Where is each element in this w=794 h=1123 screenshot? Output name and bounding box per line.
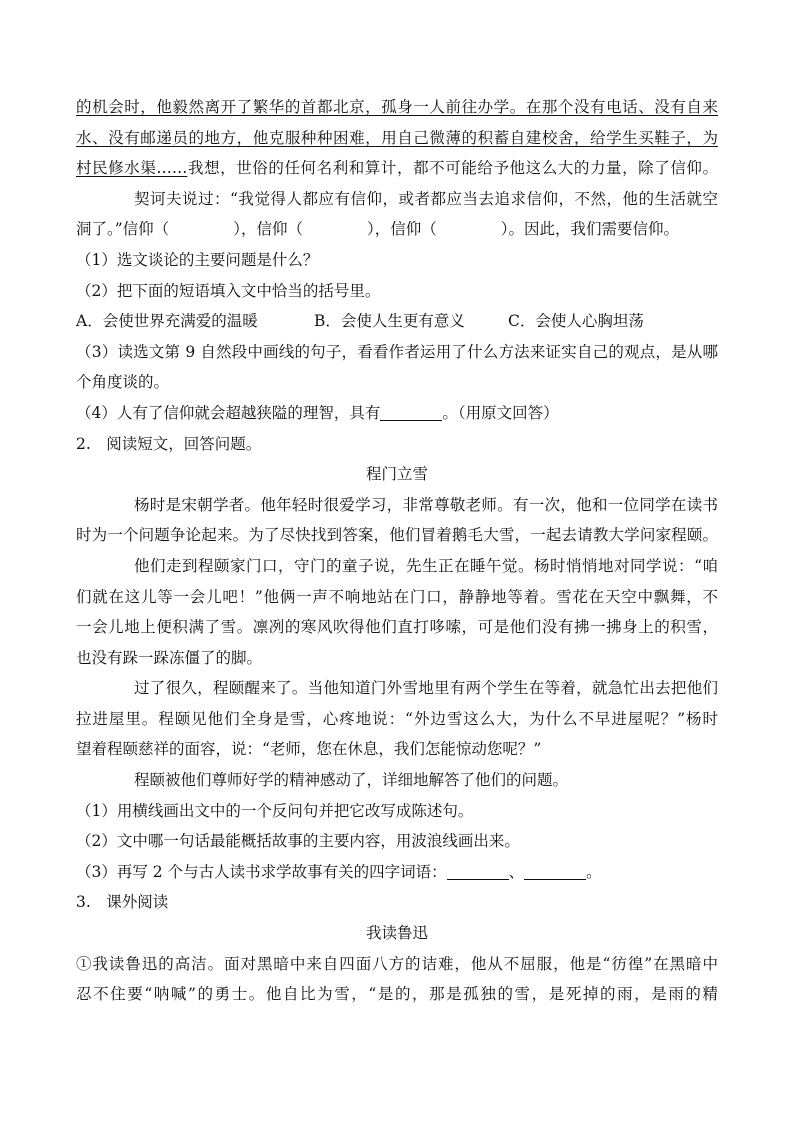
passage-text: ）。因此，我们需要信仰。 <box>500 220 679 239</box>
story-line <box>76 704 718 735</box>
heading-text: 2. 阅读短文，回答问题。 <box>76 434 262 453</box>
story-text: 过了很久，程颐醒来了。当他知道门外雪地里有两个学生在等着，就急忙出去把他们 <box>134 679 718 698</box>
option-c: C．会使人心胸坦荡 <box>508 312 644 331</box>
story-text: 们就在这儿等一会儿吧！”他俩一声不响地站在门口，静静地等着。雪花在天空中飘舞，不 <box>76 587 718 606</box>
answer-blank[interactable] <box>380 404 442 421</box>
underlined-sentence: 水、没有邮递员的地方，他克服种种困难，用自己微薄的积蓄自建校舍，给学生买鞋子，为 <box>76 128 718 147</box>
document-body <box>76 92 718 1010</box>
question-text: （1）用横线画出文中的一个反问句并把它改写成陈述句。 <box>76 801 474 820</box>
question-4 <box>76 398 718 429</box>
story-line <box>76 673 718 704</box>
passage-line <box>76 184 718 215</box>
story-line <box>76 765 718 796</box>
story-text: 他们走到程颐家门口，守门的童子说，先生正在睡午觉。杨时悄悄地对同学说：“咱 <box>134 556 718 575</box>
question-text: （4）人有了信仰就会超越狭隘的理智，具有 <box>76 403 381 422</box>
story-line <box>76 582 718 613</box>
section-2-question-3 <box>76 857 718 888</box>
story-title: 我读鲁迅 <box>365 924 428 943</box>
section-3-title <box>76 918 718 949</box>
story-text: 杨时是宋朝学者。他年轻时很爱学习，非常尊敬老师。有一次，他和一位同学在读书 <box>134 495 718 514</box>
story-text: 程颐被他们尊师好学的精神感动了，详细地解答了他们的问题。 <box>134 771 569 790</box>
story-text: 一会儿地上便积满了雪。凛冽的寒风吹得他们直打哆嗦，可是他们没有拂一拂身上的积雪， <box>76 618 718 637</box>
story-line <box>76 520 718 551</box>
essay-line <box>76 979 718 1010</box>
question-text: （3）读选文第 9 自然段中画线的句子，看看作者运用了什么方法来证实自己的观点，是从哪 <box>76 342 718 361</box>
story-line <box>76 551 718 582</box>
section-2-title <box>76 459 718 490</box>
passage-text: 契诃夫说过：“我觉得人都应有信仰，或者都应当去追求信仰，不然，他的生活就空 <box>134 189 718 208</box>
story-title: 程门立雪 <box>365 465 428 484</box>
option-a: A．会使世界充满爱的温暖 <box>76 312 258 331</box>
story-text: 时为一个问题争论起来。为了尽快找到答案，他们冒着鹅毛大雪，一起去请教大学问家程颐。 <box>76 526 718 545</box>
passage-text: ），信仰（ <box>366 220 437 239</box>
story-text: 也没有跺一跺冻僵了的脚。 <box>76 648 263 667</box>
section-3-heading <box>76 887 718 918</box>
story-line <box>76 643 718 674</box>
essay-text: 忍不住要“呐喊”的勇士。他自比为雪，“是的，那是孤独的雪，是死掉的雨，是雨的精 <box>76 985 718 1004</box>
question-text: （2）文中哪一句话最能概括故事的主要内容，用波浪线画出来。 <box>76 832 520 851</box>
question-3-continued <box>76 367 718 398</box>
question-text: （3）再写 2 个与古人读书求学故事有关的四字词语： <box>76 862 447 881</box>
answer-blank[interactable] <box>524 863 586 880</box>
underlined-sentence: 村民修水渠…… <box>76 159 188 178</box>
essay-line <box>76 949 718 980</box>
question-text: （1）选文谈论的主要问题是什么？ <box>76 250 319 269</box>
section-2-question-1 <box>76 796 718 827</box>
passage-line <box>76 153 718 184</box>
story-text: 望着程颐慈祥的面容，说：“老师，您在休息，我们怎能惊动您呢？” <box>76 740 542 759</box>
answer-blank[interactable] <box>447 863 509 880</box>
story-line <box>76 490 718 521</box>
passage-line <box>76 92 718 123</box>
underlined-sentence: 的机会时，他毅然离开了繁华的首都北京，孤身一人前往办学。在那个没有电话、没有自来 <box>76 98 718 116</box>
option-b: B．会使人生更有意义 <box>314 312 465 331</box>
story-text: 拉进屋里。程颐见他们全身是雪，心疼地说：“外边雪这么大，为什么不早进屋呢？”杨时 <box>76 709 718 728</box>
section-2-heading <box>76 429 718 460</box>
story-line <box>76 612 718 643</box>
question-3 <box>76 337 718 368</box>
question-2 <box>76 276 718 307</box>
section-2-question-2 <box>76 826 718 857</box>
passage-text: ），信仰（ <box>233 220 303 239</box>
question-text: 、 <box>508 862 525 881</box>
question-1 <box>76 245 718 276</box>
question-text: 。 <box>586 862 602 881</box>
story-line <box>76 734 718 765</box>
options-row <box>76 306 718 337</box>
heading-text: 3. 课外阅读 <box>76 893 169 912</box>
passage-line-with-blanks <box>76 214 718 245</box>
question-text: 个角度谈的。 <box>76 373 170 392</box>
passage-text: 我想，世俗的任何名利和算计，都不可能给予他这么大的力量，除了信仰。 <box>187 159 718 178</box>
question-text: 。（用原文回答） <box>442 403 559 422</box>
question-text: （2）把下面的短语填入文中恰当的括号里。 <box>76 281 381 300</box>
passage-line <box>76 123 718 154</box>
essay-text: ①我读鲁迅的高洁。面对黑暗中来自四面八方的诘难，他从不屈服，他是“彷徨”在黑暗中 <box>76 954 718 973</box>
passage-text: 洞了。”信仰（ <box>76 220 170 239</box>
